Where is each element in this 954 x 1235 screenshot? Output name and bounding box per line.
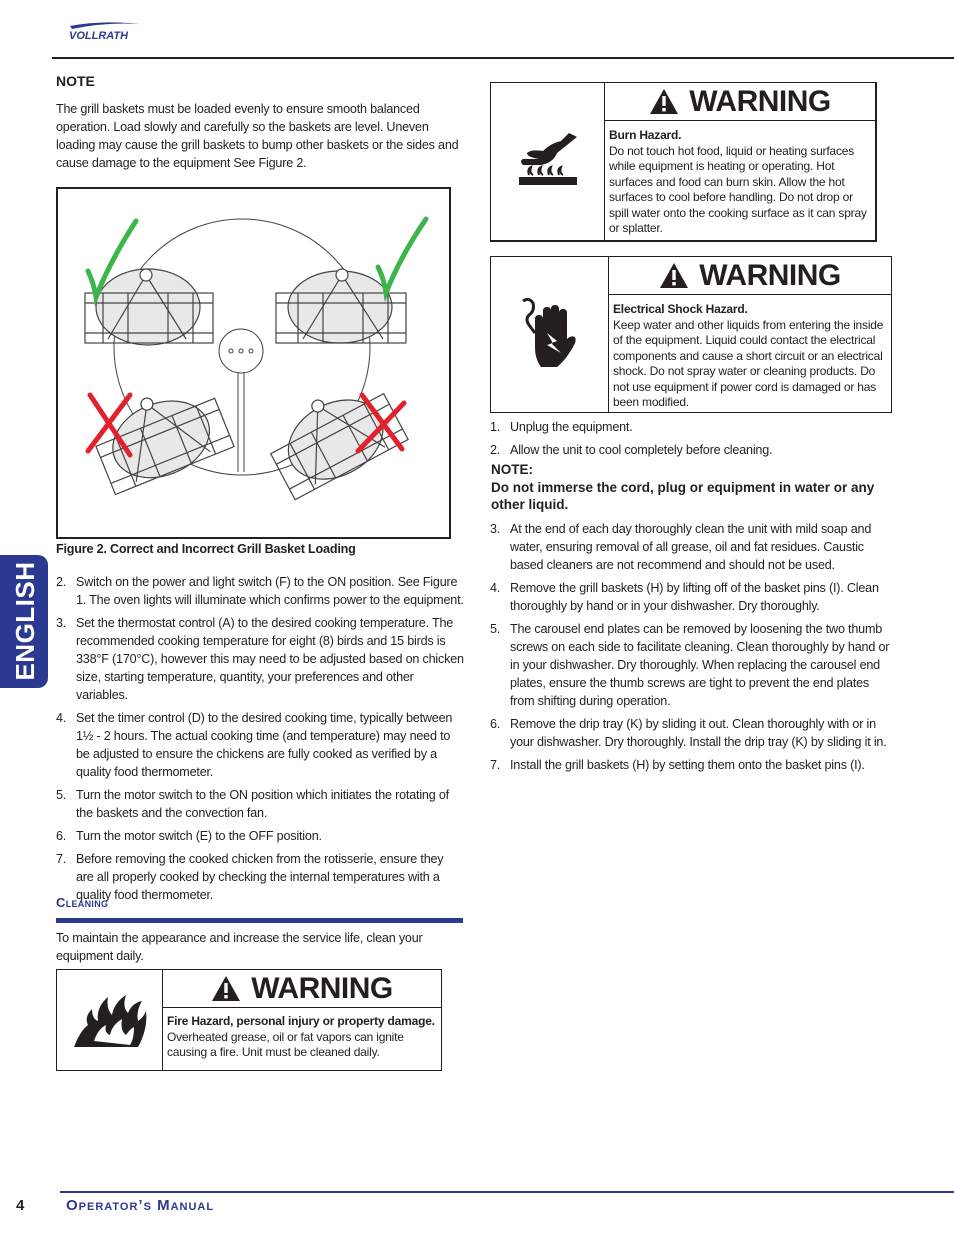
page-number: 4 — [16, 1197, 25, 1214]
step-text: Set the thermostat control (A) to the desired cooking temperature. The recommended cooking temperature for eight (8) birds and 15 birds is 338°F (170°C), however this may need to be adjusted based on chicken size, starting temperature, quantity, your preferences and other variables. — [76, 616, 464, 702]
burn-warning-header — [605, 83, 875, 121]
basket-bottom-right — [258, 371, 409, 502]
warning-triangle-icon — [649, 88, 679, 115]
burn-icon-cell — [491, 83, 605, 240]
warning-title: WARNING — [689, 84, 831, 118]
list-item — [56, 850, 464, 904]
steps-list-left — [56, 573, 464, 909]
hazard-title: Fire Hazard, personal injury or property damage. — [167, 1014, 435, 1028]
list-item — [56, 573, 464, 609]
basket-top-right — [276, 269, 406, 343]
list-item — [56, 786, 464, 822]
shock-warning-header — [609, 257, 891, 295]
step-text: Allow the unit to cool completely before cleaning. — [510, 443, 773, 457]
note2-heading: NOTE: — [491, 462, 533, 477]
burn-warning-body — [605, 121, 875, 240]
electric-shock-hand-icon — [521, 295, 579, 375]
fire-icon — [72, 989, 148, 1051]
shock-warning-body — [609, 295, 891, 412]
list-item — [56, 827, 464, 845]
step-number: 3. — [56, 616, 67, 630]
hazard-text: Keep water and other liquids from entering the inside of the equipment. Liquid could contact the electrical components and cause a short circuit or an electrical shock. Do not spray water or cleaning products. Do not use equipment if power cord is damaged or has been modified. — [613, 317, 884, 409]
step-number: 4. — [56, 711, 67, 725]
step-text: Turn the motor switch (E) to the OFF position. — [76, 829, 322, 843]
steps-list-right-b — [490, 520, 890, 779]
warning-triangle-icon — [659, 262, 689, 289]
list-item — [490, 520, 890, 574]
warning-triangle-icon — [211, 975, 241, 1002]
hazard-text: Overheated grease, oil or fat vapors can ignite causing a fire. Unit must be cleaned daily. — [167, 1029, 404, 1059]
shock-icon-cell — [491, 257, 609, 412]
warning-title: WARNING — [699, 258, 841, 292]
cleaning-heading: Cleaning — [56, 895, 109, 910]
checkmark-right-icon — [378, 219, 426, 293]
note-body: The grill baskets must be loaded evenly to ensure smooth balanced operation. Load slowly and carefully so the baskets are level. Uneven loading may cause the grill baskets to bump other baskets or the sides and cause damage to the equipment See Figure 2. — [56, 102, 459, 170]
step-number: 7. — [56, 852, 67, 866]
step-number: 6. — [490, 717, 501, 731]
figure-caption: Figure 2. Correct and Incorrect Grill Basket Loading — [56, 542, 356, 556]
hazard-text: Do not touch hot food, liquid or heating surfaces while equipment is heating or operating. Hot surfaces and food can burn skin. Allow the hot surfaces to cool before handling. Do not drop or spill water onto the cooking surface as it can spray or splatter. — [609, 143, 867, 235]
note-heading: NOTE — [56, 73, 95, 89]
basket-bottom-left — [86, 374, 235, 496]
fire-warning-header — [163, 970, 441, 1008]
language-tab-label: ENGLISH — [10, 561, 40, 681]
step-number: 4. — [490, 581, 501, 595]
step-number: 3. — [490, 522, 501, 536]
step-text: At the end of each day thoroughly clean the unit with mild soap and water, ensuring removal of all grease, oil and fat residues. Caustic based cleaners are not recommend and should not be used. — [510, 522, 872, 572]
cleaning-intro: To maintain the appearance and increase the service life, clean your equipment daily. — [56, 931, 423, 963]
list-item — [490, 418, 890, 436]
fire-warning-body — [163, 1008, 441, 1070]
step-text: Set the timer control (D) to the desired cooking time, typically between 1½ - 2 hours. The actual cooking time (and temperature) may need to be adjusted to ensure the chickens are fully cooked as verified by a quality food thermometer. — [76, 711, 453, 779]
list-item — [490, 715, 890, 751]
fire-icon-cell — [57, 970, 163, 1070]
cleaning-rule — [56, 918, 463, 923]
step-number: 1. — [490, 420, 501, 434]
warning-title: WARNING — [251, 971, 393, 1005]
step-number: 6. — [56, 829, 67, 843]
fire-warning-box — [56, 969, 442, 1071]
step-text: Remove the grill baskets (H) by lifting off of the basket pins (I). Clean thoroughly by hand or in your dishwasher. Dry thoroughly. — [510, 581, 879, 613]
steps-list-right-a — [490, 418, 890, 464]
step-number: 2. — [56, 575, 67, 589]
list-item — [490, 756, 890, 774]
hazard-title: Electrical Shock Hazard. — [613, 302, 748, 316]
step-text: Remove the drip tray (K) by sliding it out. Clean thoroughly with or in your dishwasher. Dry thoroughly. Install the drip tray (K) by sliding it in. — [510, 717, 887, 749]
list-item — [490, 441, 890, 459]
step-text: Unplug the equipment. — [510, 420, 633, 434]
list-item — [490, 579, 890, 615]
footer-title: Operator’s Manual — [66, 1197, 215, 1214]
basket-diagram — [58, 189, 449, 537]
logo-text: VOLLRATH — [69, 30, 129, 42]
step-number: 5. — [490, 622, 501, 636]
shock-warning-box — [490, 256, 892, 413]
figure-basket-loading — [56, 187, 451, 539]
step-number: 5. — [56, 788, 67, 802]
note2-body: Do not immerse the cord, plug or equipment in water or any other liquid. — [491, 480, 875, 512]
footer-rule — [60, 1191, 954, 1193]
vollrath-logo — [66, 20, 142, 44]
step-text: Turn the motor switch to the ON position which initiates the rotating of the baskets and the convection fan. — [76, 788, 449, 820]
header-rule — [52, 57, 954, 59]
list-item — [56, 709, 464, 781]
hot-surface-hand-icon — [515, 131, 581, 193]
step-text: Switch on the power and light switch (F) to the ON position. See Figure 1. The oven lights will illuminate which confirms power to the equipment. — [76, 575, 464, 607]
list-item — [490, 620, 890, 710]
step-number: 2. — [490, 443, 501, 457]
step-text: Install the grill baskets (H) by setting them onto the basket pins (I). — [510, 758, 865, 772]
list-item — [56, 614, 464, 704]
step-text: The carousel end plates can be removed by loosening the two thumb screws on each side to facilitate cleaning. Clean thoroughly by hand or in your dishwasher. Dry thoroughly. When replacing the carousel end plates, ensure the thumb screws are tight to prevent the end plates from shifting during operation. — [510, 622, 890, 708]
step-text: Before removing the cooked chicken from the rotisserie, ensure they are all properly cooked by checking the internal temperatures with a quality food thermometer. — [76, 852, 444, 902]
step-number: 7. — [490, 758, 501, 772]
burn-warning-box — [490, 82, 877, 242]
hazard-title: Burn Hazard. — [609, 128, 682, 142]
